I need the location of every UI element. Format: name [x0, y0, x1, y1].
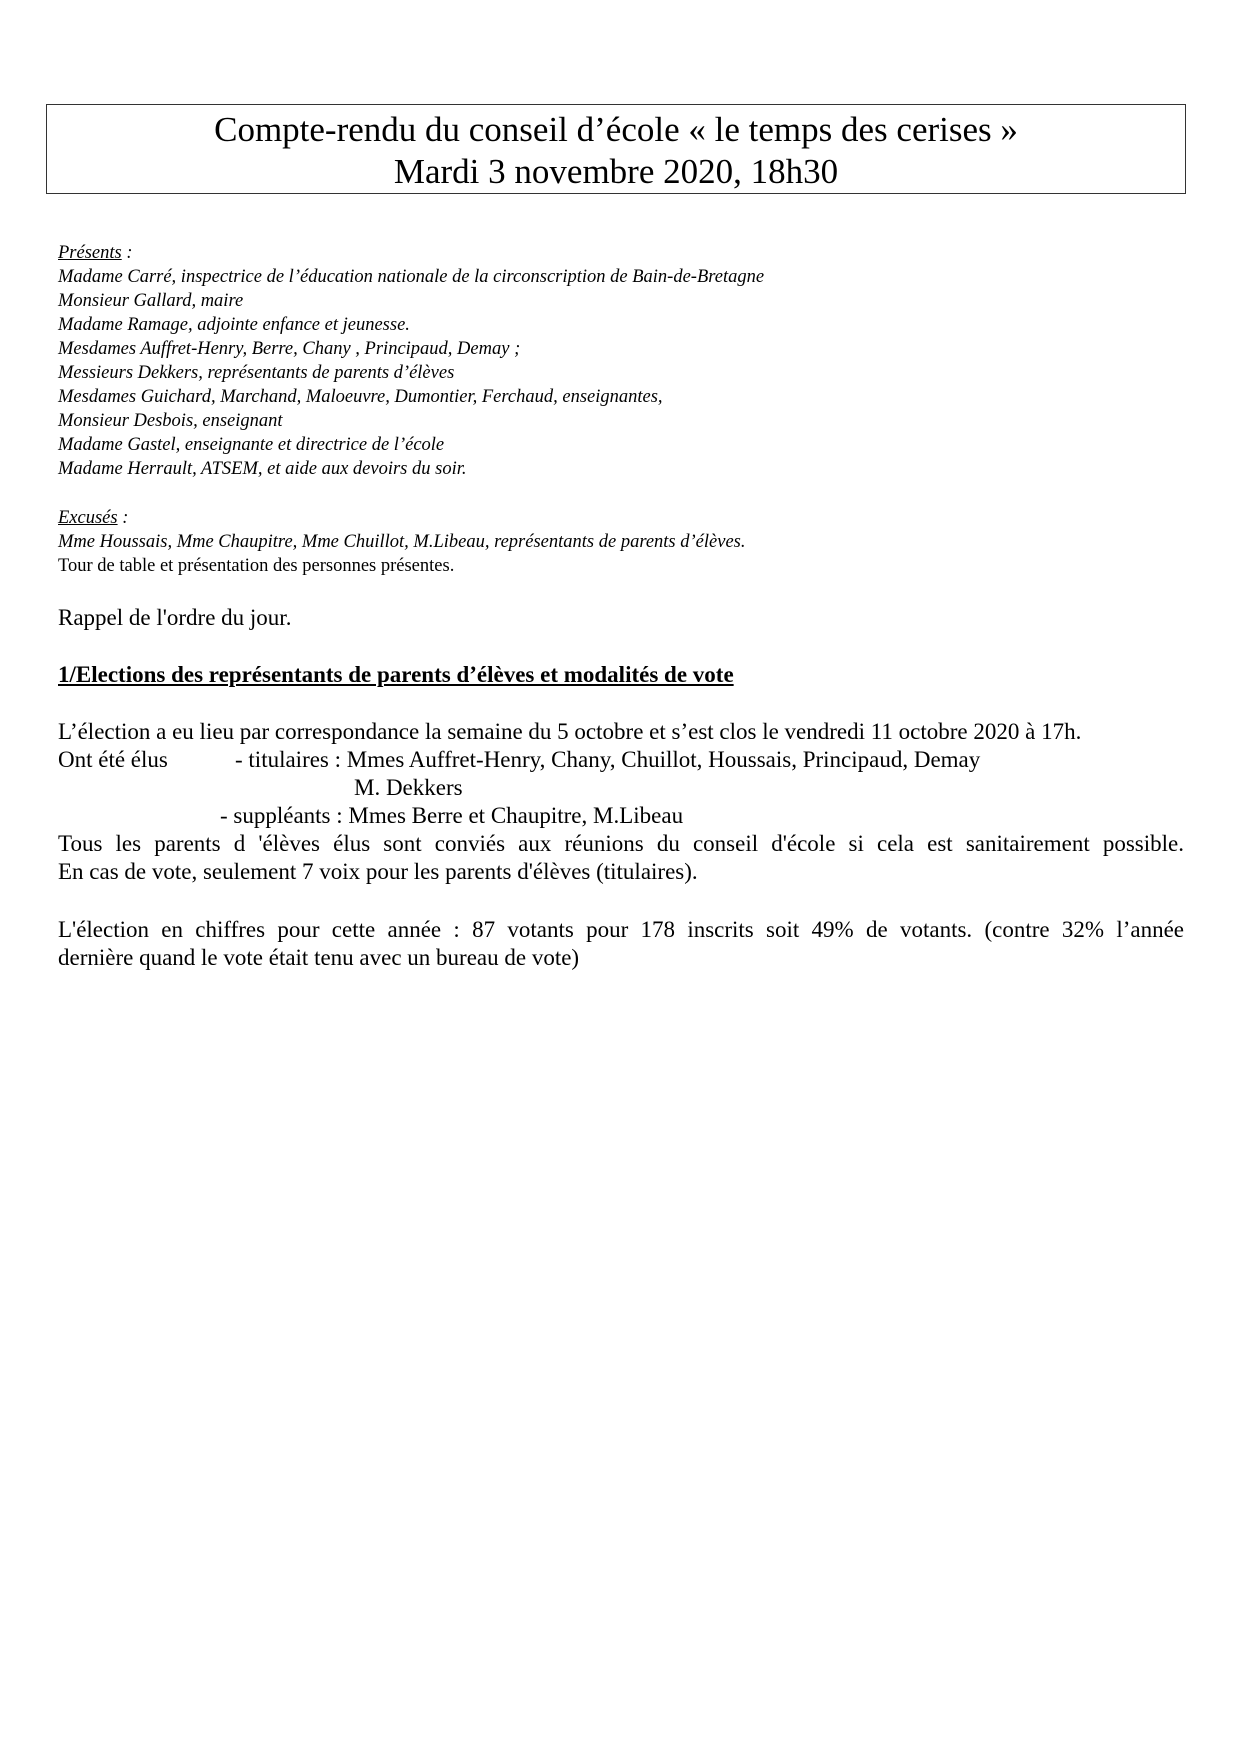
attendee-line: Monsieur Gallard, maire: [58, 291, 244, 311]
excused-heading-label: Excusés: [58, 508, 118, 528]
figures-line-2: dernière quand le vote était tenu avec un bureau de vote): [58, 945, 580, 970]
titulaires-list: - titulaires : Mmes Auffret-Henry, Chany, Chuillot, Houssais, Principaud, Demay: [235, 747, 981, 772]
attendee-line: Madame Herrault, ATSEM, et aide aux devoirs du soir.: [58, 459, 467, 479]
meeting-date: Mardi 3 novembre 2020, 18h30: [393, 152, 839, 191]
suppleants-list: - suppléants : Mmes Berre et Chaupitre, M.Libeau: [220, 803, 684, 828]
titulaires-continued: M. Dekkers: [354, 775, 463, 800]
attendee-line: Madame Gastel, enseignante et directrice de l’école: [58, 435, 445, 455]
elected-label: Ont été élus: [58, 747, 168, 772]
attendee-line: Mesdames Auffret-Henry, Berre, Chany , Principaud, Demay ;: [58, 339, 521, 359]
excused-heading: Excusés :: [58, 508, 129, 528]
attendees-heading: Présents :: [58, 243, 133, 263]
introductions-note: Tour de table et présentation des personnes présentes.: [58, 556, 455, 576]
excused-section: [58, 506, 745, 578]
title-box: [46, 104, 1186, 194]
agenda-reminder: Rappel de l'ordre du jour.: [58, 605, 292, 630]
attendees-section: [58, 241, 764, 481]
attendees-heading-label: Présents: [58, 243, 122, 263]
attendee-line: Madame Ramage, adjointe enfance et jeunesse.: [58, 315, 410, 335]
election-intro: L’élection a eu lieu par correspondance la semaine du 5 octobre et s’est clos le vendredi 11 octobre 2020 à 17h.: [58, 719, 1082, 744]
election-figures: [58, 916, 1184, 972]
attendee-line: Mesdames Guichard, Marchand, Maloeuvre, Dumontier, Ferchaud, enseignantes,: [58, 387, 663, 407]
document-title: Compte-rendu du conseil d’école « le temps des cerises »: [214, 110, 1018, 149]
attendee-line: Monsieur Desbois, enseignant: [58, 411, 283, 431]
section-1-heading: 1/Elections des représentants de parents d’élèves et modalités de vote: [58, 662, 734, 687]
vote-count-line: En cas de vote, seulement 7 voix pour les parents d'élèves (titulaires).: [58, 859, 698, 884]
attendee-line: Madame Carré, inspectrice de l’éducation nationale de la circonscription de Bain-de-Bretagne: [58, 267, 765, 287]
election-paragraphs: [58, 718, 1184, 886]
invitation-line: Tous les parents d 'élèves élus sont conviés aux réunions du conseil d'école si cela est sanitairement possible.: [58, 831, 1184, 856]
attendee-line: Messieurs Dekkers, représentants de parents d’élèves: [58, 363, 455, 383]
elected-titulaires-row: [58, 746, 1184, 774]
excused-list: Mme Houssais, Mme Chaupitre, Mme Chuillot, M.Libeau, représentants de parents d’élèves.: [58, 532, 746, 552]
figures-line-1: L'élection en chiffres pour cette année : 87 votants pour 178 inscrits soit 49% de votants. (contre 32% l’année: [58, 917, 1184, 942]
